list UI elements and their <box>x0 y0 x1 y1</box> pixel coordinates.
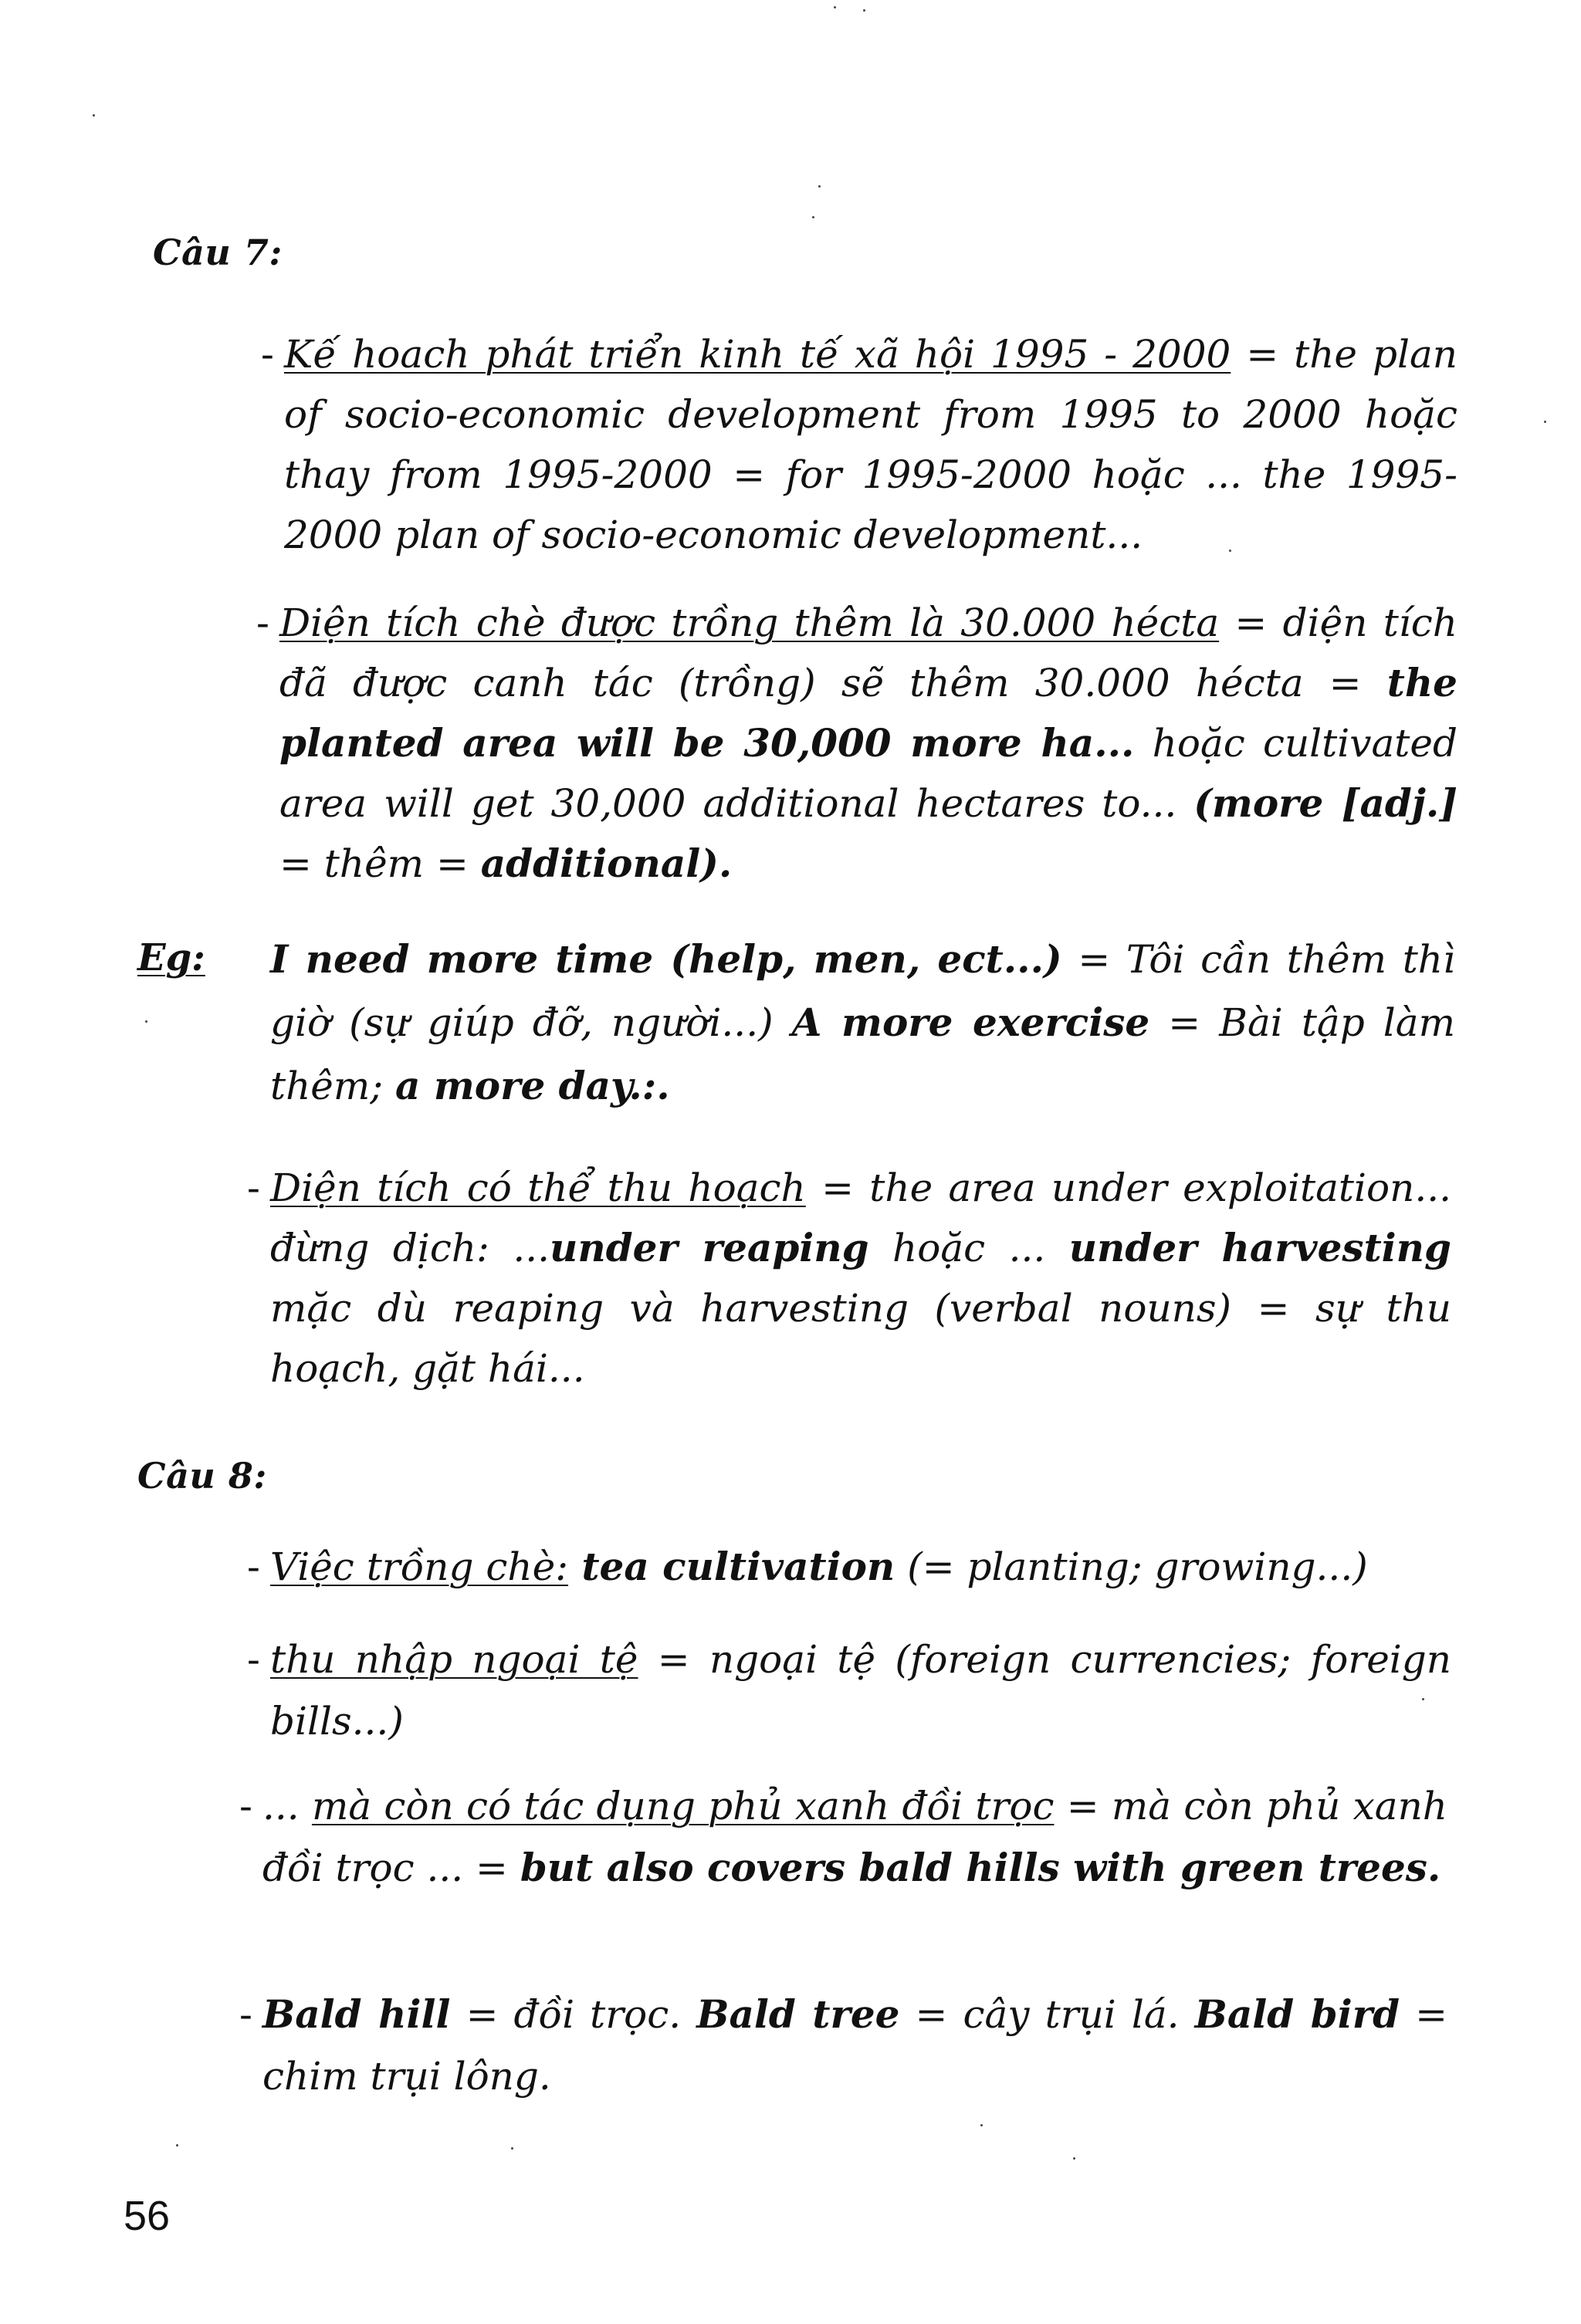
cau7-item-3-term: Diện tích có thể thu hoạch <box>270 1165 806 1210</box>
bullet-dash: - <box>247 1637 260 1682</box>
cau8-item-1-term: Việc trồng chè: <box>270 1544 569 1589</box>
cau8-item-2-text: = ngoại tệ (foreign currencies; foreign bills...) <box>270 1637 1451 1744</box>
cau8-heading: Câu 8: <box>137 1455 267 1497</box>
bullet-dash: - <box>247 1165 260 1210</box>
cau8-item-4 <box>239 1984 1447 2107</box>
cau7-item-2-bold-3: additional). <box>480 841 733 886</box>
cau8-item-4-bold-1: Bald hill <box>262 1991 451 2037</box>
cau8-item-3-text: = mà còn phủ xanh đồi trọc ... = <box>262 1784 1447 1890</box>
cau7-item-3-text-1: = the area under exploitation... đừng dịch: ... <box>270 1165 1451 1270</box>
cau7-item-1-term: Kế hoach phát triển kinh tế xã hội 1995 - 2000 <box>284 332 1231 377</box>
cau8-item-1 <box>247 1536 1451 1598</box>
example-text-1: = Tôi cần thêm thì giờ (sự giúp đỡ, người...) <box>270 937 1455 1045</box>
cau7-item-3-bold-1: under reaping <box>550 1225 869 1270</box>
bullet-dash: - <box>239 1784 252 1828</box>
cau8-item-3 <box>239 1775 1447 1899</box>
cau7-item-2-bold-2: (more [adj.] <box>1193 780 1457 826</box>
cau7-item-2-text-2: hoặc cultivated area will get 30,000 additional hectares to... <box>279 721 1457 826</box>
scan-speck <box>93 114 95 117</box>
cau8-item-4-text-3: = chim trụi lông. <box>262 1992 1447 2099</box>
cau8-item-3-lead: ... <box>262 1784 312 1828</box>
cau8-item-3-bold: but also covers bald hills with green trees. <box>520 1845 1441 1890</box>
example-bold-2: A more exercise <box>791 1000 1150 1045</box>
scan-speck <box>1073 2157 1075 2160</box>
cau7-item-2-term: Diện tích chè được trồng thêm là 30.000 hécta <box>279 600 1220 645</box>
bullet-dash: - <box>261 332 274 377</box>
bullet-dash: - <box>239 1992 252 2037</box>
cau8-item-2 <box>247 1629 1451 1752</box>
cau8-item-1-bold: tea cultivation <box>568 1544 895 1589</box>
example-label: Eg: <box>137 936 205 979</box>
example-bold-3: a more day.:. <box>395 1063 670 1108</box>
scan-speck <box>1544 421 1546 423</box>
cau7-item-1-text: = the plan of socio-economic development from 1995 to 2000 hoặc thay from 1995-2000 = for 1995-2000 hoặc ... the 1995-2000 plan of socio-economic development... <box>284 332 1457 557</box>
scan-speck <box>980 2124 983 2126</box>
bullet-dash: - <box>247 1544 260 1589</box>
cau7-item-3-text-2: hoặc ... <box>868 1226 1069 1270</box>
example-text-2: = Bài tập làm thêm; <box>270 1000 1455 1108</box>
cau7-heading: Câu 7: <box>153 232 283 273</box>
cau7-item-1 <box>261 324 1457 565</box>
scan-speck <box>818 185 821 188</box>
scan-speck <box>1229 550 1231 552</box>
example-text <box>270 928 1455 1118</box>
cau7-item-3-text-3: mặc dù reaping và harvesting (verbal nouns) = sự thu hoạch, gặt hái... <box>270 1286 1451 1391</box>
cau8-item-3-term: mà còn có tác dụng phủ xanh đồi trọc <box>311 1784 1055 1828</box>
cau7-item-2-bold-1: the planted area will be 30,000 more ha... <box>279 660 1457 766</box>
scan-speck <box>145 1020 147 1023</box>
scan-speck <box>176 2144 178 2146</box>
example-bold-1: I need more time (help, men, ect...) <box>270 936 1062 982</box>
scan-speck <box>863 9 865 12</box>
cau7-item-2-text-3: = thêm = <box>279 841 481 886</box>
scan-speck <box>1422 1698 1424 1700</box>
cau8-item-4-bold-3: Bald bird <box>1194 1991 1400 2037</box>
cau7-item-3-bold-2: under harvesting <box>1068 1225 1451 1270</box>
scan-speck <box>511 2147 513 2150</box>
cau8-item-4-text-1: = đồi trọc. <box>450 1992 697 2037</box>
cau7-item-2 <box>256 593 1457 894</box>
cau8-item-4-bold-2: Bald tree <box>696 1991 900 2037</box>
page-number: 56 <box>124 2193 171 2239</box>
cau8-item-2-term: thu nhập ngoại tệ <box>270 1637 638 1682</box>
cau8-item-4-text-2: = cây trụi lá. <box>899 1992 1195 2037</box>
bullet-dash: - <box>256 600 269 645</box>
cau7-item-2-text-1: = diện tích đã được canh tác (trồng) sẽ thêm 30.000 hécta = <box>279 600 1457 705</box>
cau7-item-3 <box>247 1158 1451 1399</box>
scan-speck <box>812 216 814 218</box>
cau8-item-1-text: (= planting; growing...) <box>895 1544 1368 1589</box>
scan-speck <box>834 6 836 8</box>
